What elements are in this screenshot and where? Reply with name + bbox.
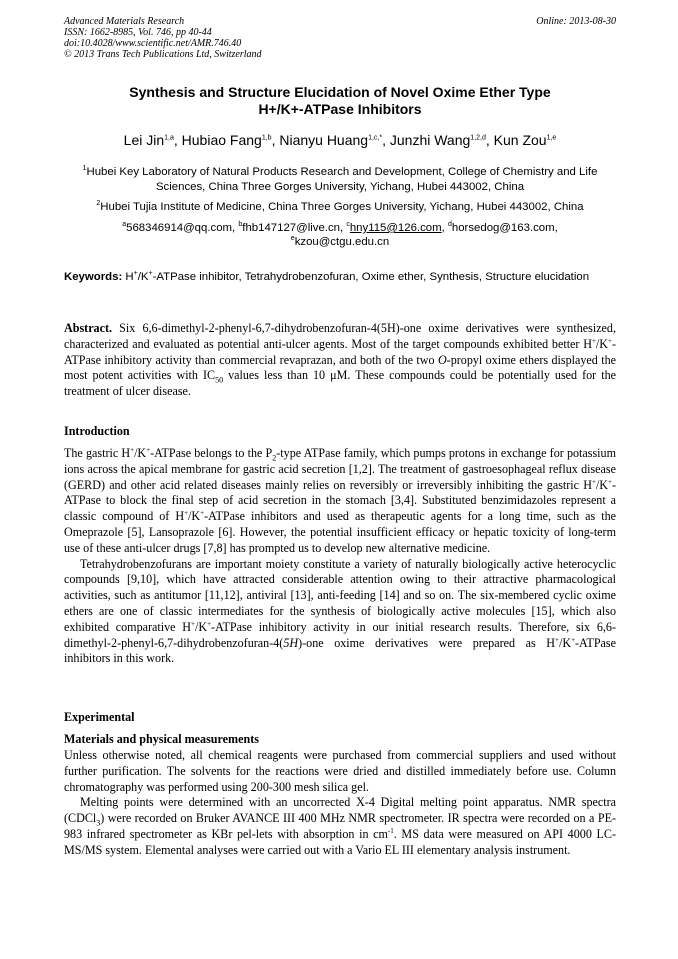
keywords-label: Keywords: bbox=[64, 271, 123, 283]
title-line-2: H+/K+-ATPase Inhibitors bbox=[258, 101, 422, 117]
online-date: Online: 2013-08-30 bbox=[536, 16, 616, 27]
email[interactable]: $^c$hny115@126.com bbox=[346, 221, 442, 234]
author: Kun Zou$^{1,e}$ bbox=[493, 132, 557, 148]
author: Hubiao Fang$^{1,b}$, bbox=[181, 132, 280, 148]
copyright-line: © 2013 Trans Tech Publications Ltd, Switzerland bbox=[64, 49, 262, 60]
email[interactable]: $^d$horsedog@163.com bbox=[447, 221, 555, 234]
experimental-body bbox=[64, 748, 616, 859]
author-list bbox=[64, 131, 616, 149]
journal-header bbox=[64, 16, 616, 60]
keywords-text: -ATPase inhibitor, Tetrahydrobenzofuran, Oxime ether, Synthesis, Structure elucidation bbox=[152, 271, 590, 283]
journal-name: Advanced Materials Research bbox=[64, 16, 185, 27]
email-list: $^a$568346914@qq.com, $^b$fhb147127@live.cn, $^c$hny115@126.com, $^d$horsedog@163.com, $^e$kzou@ctgu.edu.cn bbox=[122, 221, 558, 248]
author: Lei Jin$^{1,a}$, bbox=[123, 132, 182, 148]
author: Junzhi Wang$^{1,2,d}$, bbox=[389, 132, 494, 148]
issn-line: ISSN: 1662-8985, Vol. 746, pp 40-44 bbox=[64, 27, 212, 38]
paper-title bbox=[64, 84, 616, 118]
introduction-body bbox=[64, 446, 616, 667]
abstract: Abstract. Six 6,6-dimethyl-2-phenyl-6,7-dihydrobenzofuran-4(5H)-one oxime derivatives were synthesized, characterized and evaluated as potential anti-ulcer agents. Most of the target compounds exhibited better H+/K+-ATPase inhibitory activity than commercial revaprazan, and both of the two O-propyl oxime ethers displayed the most potent activities with $IC_{50}$ values less than 10 μM. These compounds could be potentially used for the treatment of ulcer disease. bbox=[64, 321, 616, 399]
doi-line: doi:10.4028/www.scientific.net/AMR.746.40 bbox=[64, 38, 242, 49]
keywords: Keywords: H+/K+-ATPase inhibitor, Tetrahydrobenzofuran, Oxime ether, Synthesis, Structure elucidation bbox=[64, 270, 590, 283]
title-line-1: Synthesis and Structure Elucidation of Novel Oxime Ether Type bbox=[129, 84, 551, 100]
introduction-heading: Introduction bbox=[64, 424, 130, 438]
materials-subheading: Materials and physical measurements bbox=[64, 732, 259, 746]
email[interactable]: $^b$fhb147127@live.cn bbox=[238, 221, 340, 234]
exp-paragraph-2: Melting points were determined with an uncorrected X-4 Digital melting point apparatus. NMR spectra (CDCl$_3$) were recorded on Bruker AVANCE III 400 MHz NMR spectrometer. IR spectra were recorded on a PE-983 infrared spectrometer as KBr pel-lets with absorption in $cm^{-1}$. MS data were measured on API 4000 LC-MS/MS system. Elemental analyses were carried out with a Vario EL III elementary analysis instrument. bbox=[64, 795, 616, 857]
intro-paragraph-2: Tetrahydrobenzofurans are important moiety constitute a variety of naturally biologically active heterocyclic compounds [9,10], which have attracted considerable attention owing to their attractive pharmacological activities, such as antitumor [11,12], antiviral [13], anti-feeding [14] and so on. The six-membered cyclic oxime ethers are one of classic intermediates for the synthesis of biologically active molecules [15], which also exhibited comparative H+/K+-ATPase inhibitory activity in our initial research results. Therefore, six 6,6-dimethyl-2-phenyl-6,7-dihydrobenzofuran-4(5H)-one oxime derivatives were prepared as H+/K+-ATPase inhibitors in this work. bbox=[64, 556, 616, 666]
affiliation-2: $^2$Hubei Tujia Institute of Medicine, China Three Gorges University, Yichang, Hubei 443002, China bbox=[96, 200, 584, 213]
email[interactable]: $^a$568346914@qq.com bbox=[122, 221, 233, 234]
affiliation-1: $^1$Hubei Key Laboratory of Natural Products Research and Development, College of Chemistry and Life Sciences, China Three Gorges University, Yichang, Hubei 443002, China bbox=[82, 165, 598, 193]
abstract-label: Abstract. bbox=[64, 321, 113, 335]
exp-paragraph-1: Unless otherwise noted, all chemical reagents were purchased from commercial suppliers and used without further purification. The solvents for the reactions were dried and distilled immediately before use. Column chromatography was performed using 200-300 mesh silica gel. bbox=[64, 748, 616, 794]
author: Nianyu Huang$^{1,c,*}$, bbox=[279, 132, 390, 148]
experimental-heading: Experimental bbox=[64, 710, 135, 724]
intro-paragraph-1: The gastric H+/K+-ATPase belongs to the $P_2$-type ATPase family, which pumps protons in exchange for potassium ions across the apical membrane for gastric acid secretion [1,2]. The treatment of gastroesophageal reflux disease (GERD) and other acid related diseases mainly relies on reversibly or irreversibly inhibiting the gastric H+/K+-ATPase to block the final step of acid secretion in the stomach [3,4]. Substituted benzimidazoles represent a classic compound of H+/K+-ATPase inhibitors and used as therapeutic agents for a long time, such as the Omeprazole [5], Lansoprazole [6]. However, the potential insufficient efficacy or hepatic toxicity of long-term use of these anti-ulcer drugs [7,8] has prompted us to develop new alternative medicine. bbox=[64, 445, 617, 555]
email[interactable]: $^e$kzou@ctgu.edu.cn bbox=[290, 235, 390, 248]
